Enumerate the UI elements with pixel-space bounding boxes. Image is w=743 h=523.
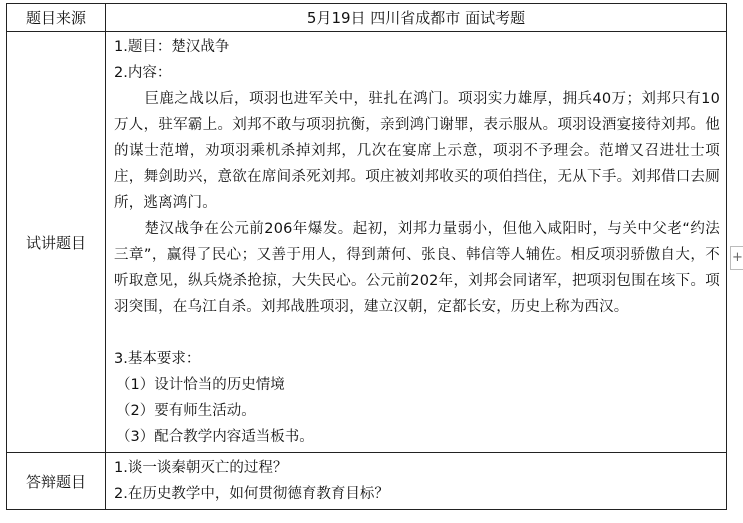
content-paragraph-1: 巨鹿之战以后，项羽也进军关中，驻扎在鸿门。项羽实力雄厚，拥兵40万；刘邦只有10万人，驻军霸上。刘邦不敢与项羽抗衡，亲到鸿门谢罪，表示服从。项羽设酒宴接待刘邦。他的谋士范增，劝项羽乘机杀掉刘邦，几次在宴席上示意，项羽不予理会。范增又召进壮士项庄，舞剑助兴，意欲在席间杀死刘邦。项庄被刘邦收买的项伯挡住，无从下手。刘邦借口去厕所，逃离鸿门。 — [114, 91, 720, 211]
lecture-label: 试讲题目 — [7, 32, 106, 453]
lecture-content — [106, 32, 727, 453]
lecture-row — [7, 32, 727, 453]
content-paragraph-2: 楚汉战争在公元前206年爆发。起初，刘邦力量弱小，但他入咸阳时，与关中父老“约法三章”，赢得了民心；又善于用人，得到萧何、张良、韩信等人辅佐。相反项羽骄傲自大，不听取意见，纵兵烧杀抢掠，大失民心。公元前202年，刘邦会同诸军，把项羽包围在垓下。项羽突围，在乌江自杀。刘邦战胜项羽，建立汉朝，定都长安，历史上称为西汉。 — [114, 221, 720, 315]
requirements-heading: 3.基本要求： — [114, 351, 201, 367]
content-heading: 2.内容： — [114, 65, 172, 81]
source-title: 5月19日 四川省成都市 面试考题 — [106, 4, 727, 32]
source-label: 题目来源 — [7, 4, 106, 32]
requirement-item: （3）配合教学内容适当板书。 — [116, 429, 314, 445]
requirement-item: （2）要有师生活动。 — [116, 403, 256, 419]
exam-table — [6, 3, 727, 510]
defense-row — [7, 453, 727, 510]
source-row — [7, 4, 727, 32]
defense-question: 1.谈一谈秦朝灭亡的过程？ — [114, 460, 288, 476]
spacer — [114, 320, 720, 346]
defense-question: 2.在历史教学中，如何贯彻德育教育目标？ — [114, 486, 389, 502]
defense-label: 答辩题目 — [7, 453, 106, 510]
defense-content — [106, 453, 727, 510]
requirement-item: （1）设计恰当的历史情境 — [116, 377, 285, 393]
expand-button[interactable]: + — [730, 246, 743, 270]
lecture-topic: 1.题目：楚汉战争 — [114, 39, 230, 55]
